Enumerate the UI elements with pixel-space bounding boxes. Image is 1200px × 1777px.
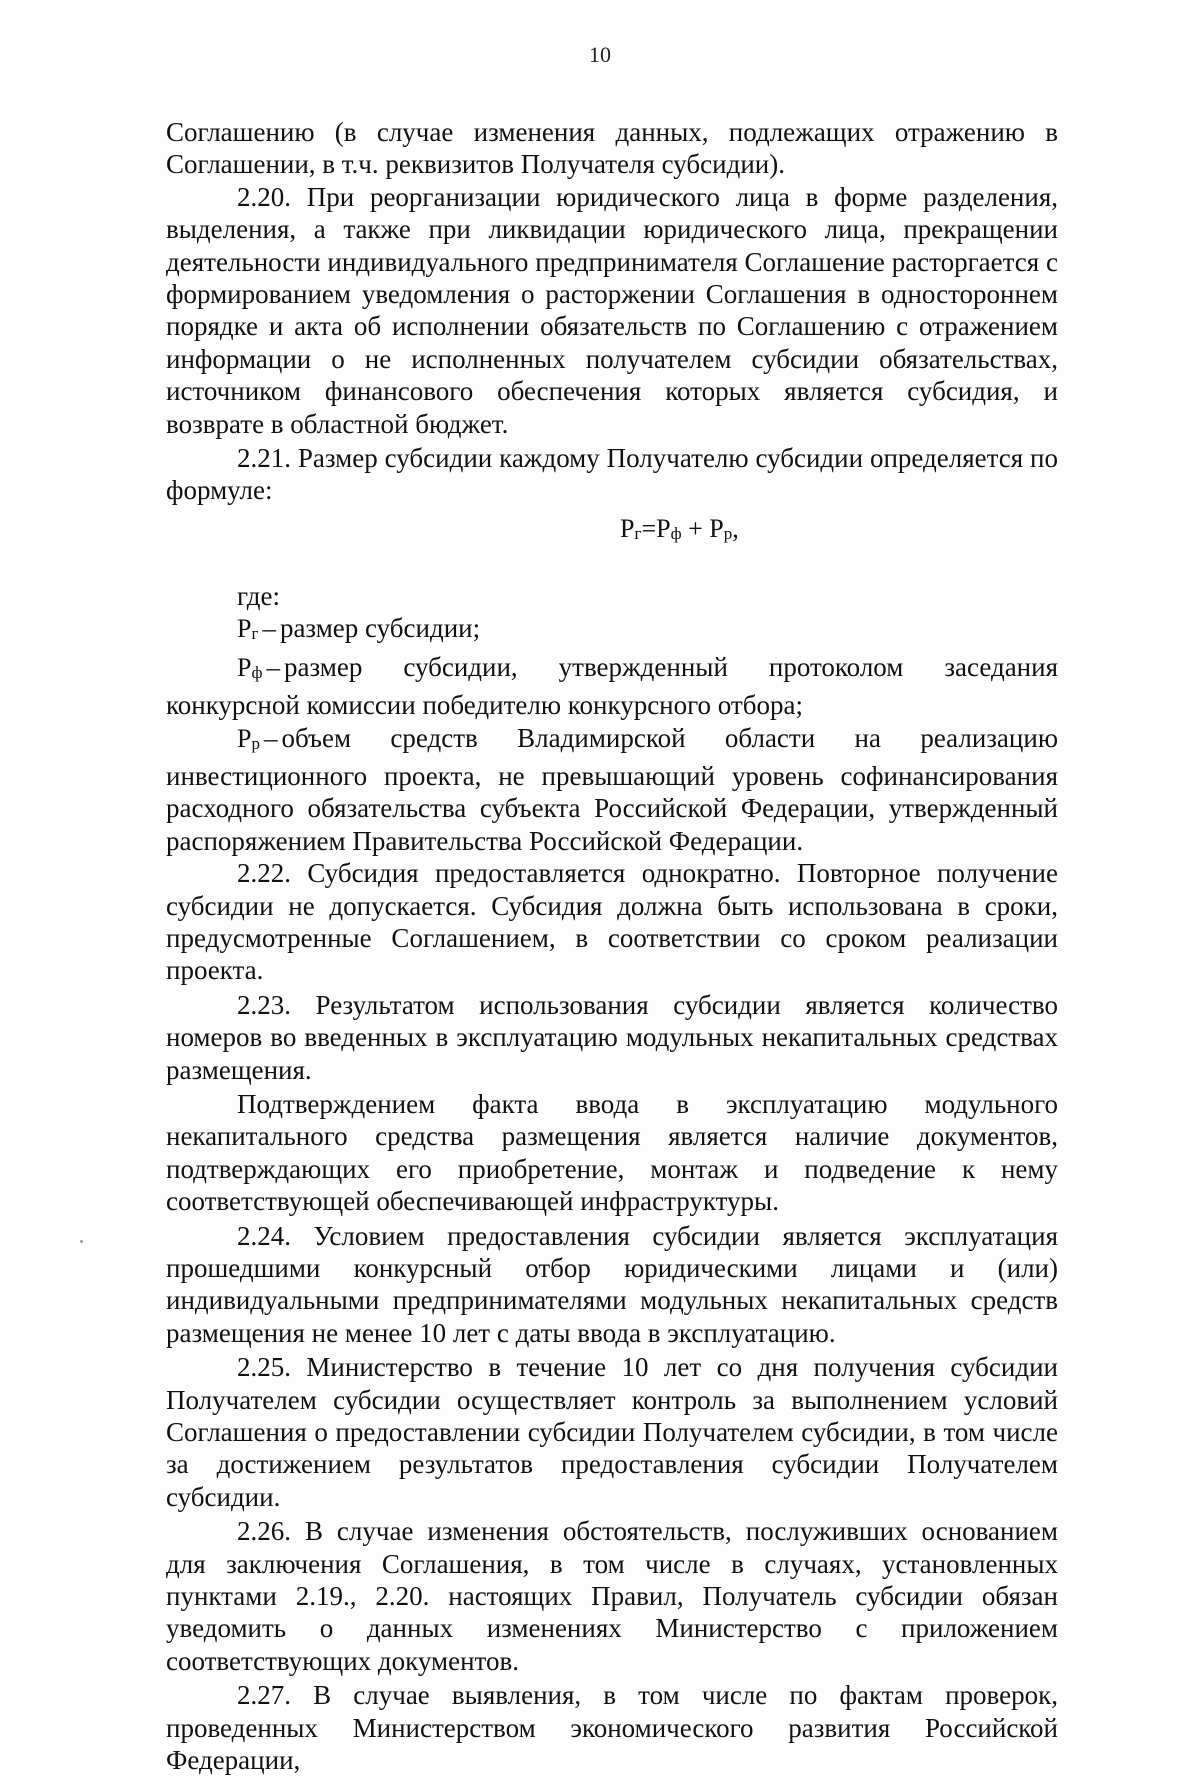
paragraph-2-26: 2.26. В случае изменения обстоятельств, послуживших основанием для заключения Соглашения, в том числе в случаях, установленных пунктами 2.19., 2.20. настоящих Правил, Получатель субсидии обязан уведомить о данных изменениях Министерство с приложением соответствующих документов. (166, 1516, 1058, 1676)
paragraph-2-25: 2.25. Министерство в течение 10 лет со дня получения субсидии Получателем субсидии осуществляет контроль за выполнением условий Соглашения о предоставлении субсидии Получателем субсидии, в том числе за достижением результатов предоставления субсидии Получателем субсидии. (166, 1352, 1058, 1512)
page-number: 10 (589, 42, 611, 67)
paragraph-2-23: 2.23. Результатом использования субсидии является количество номеров во введенных в эксплуатацию модульных некапитальных средствах размещения. (166, 989, 1058, 1085)
legend-where: где: (237, 580, 280, 611)
paragraph-2-21: 2.21. Размер субсидии каждому Получателю субсидии определяется по формуле: (166, 443, 1058, 506)
formula-term-f: $Р_ф$ (656, 513, 682, 543)
formula-term-r: $Р_р$ (709, 513, 733, 543)
legend-item-g: $Р_г$ – размер субсидии; (237, 613, 481, 644)
paragraph-2-22: 2.22. Субсидия предоставляется однократно. Повторное получение субсидии не допускается. Субсидия должна быть использована в сроки, предусмотренные Соглашением, в соответствии со сроком реализации проекта. (166, 858, 1058, 986)
formula-lhs: $Р_г$ (620, 513, 642, 543)
paragraph-2-20: 2.20. При реорганизации юридического лица в форме разделения, выделения, а также при ликвидации юридического лица, прекращении деятельности индивидуального предпринимателя Соглашение расторгается с формированием уведомления о расторжении Соглашения в одностороннем порядке и акта об исполнении обязательств по Соглашению с отражением информации о не исполненных получателем субсидии обязательствах, источником финансового обеспечения которых является субсидия, и возврате в областной бюджет. (166, 181, 1058, 439)
formula-tail: , (732, 513, 739, 543)
legend-item-f: $Р_ф$ – размер субсидии, утвержденный протоколом заседания конкурсной комиссии победителю конкурсного отбора; (166, 651, 1058, 721)
paragraph-2-23-confirmation: Подтверждением факта ввода в эксплуатацию модульного некапитального средства размещения является наличие документов, подтверждающих его приобретение, монтаж и подведение к нему соответствующей обеспечивающей инфраструктуры. (166, 1088, 1058, 1217)
document-body (166, 116, 1058, 1777)
formula-equals: = (641, 513, 657, 543)
formula-plus: + (681, 513, 710, 543)
scan-artifact-dot (80, 1240, 83, 1243)
subsidy-formula (166, 513, 1058, 550)
paragraph-continuation: Соглашению (в случае изменения данных, подлежащих отражению в Соглашении, в т.ч. реквизитов Получателя субсидии). (166, 117, 1058, 180)
legend-item-r: $Р_р$ – объем средств Владимирской области на реализацию инвестиционного проекта, не превышающий уровень софинансирования расходного обязательства субъекта Российской Федерации, утвержденный распоряжением Правительства Российской Федерации. (166, 722, 1058, 856)
paragraph-2-24: 2.24. Условием предоставления субсидии является эксплуатация прошедшими конкурсный отбор юридическими лицами и (или) индивидуальными предпринимателями модульных некапитальных средств размещения не менее 10 лет с даты ввода в эксплуатацию. (166, 1220, 1058, 1348)
paragraph-2-27: 2.27. В случае выявления, в том числе по фактам проверок, проведенных Министерством экономического развития Российской Федерации, (166, 1680, 1058, 1776)
formula-legend (166, 580, 1058, 857)
